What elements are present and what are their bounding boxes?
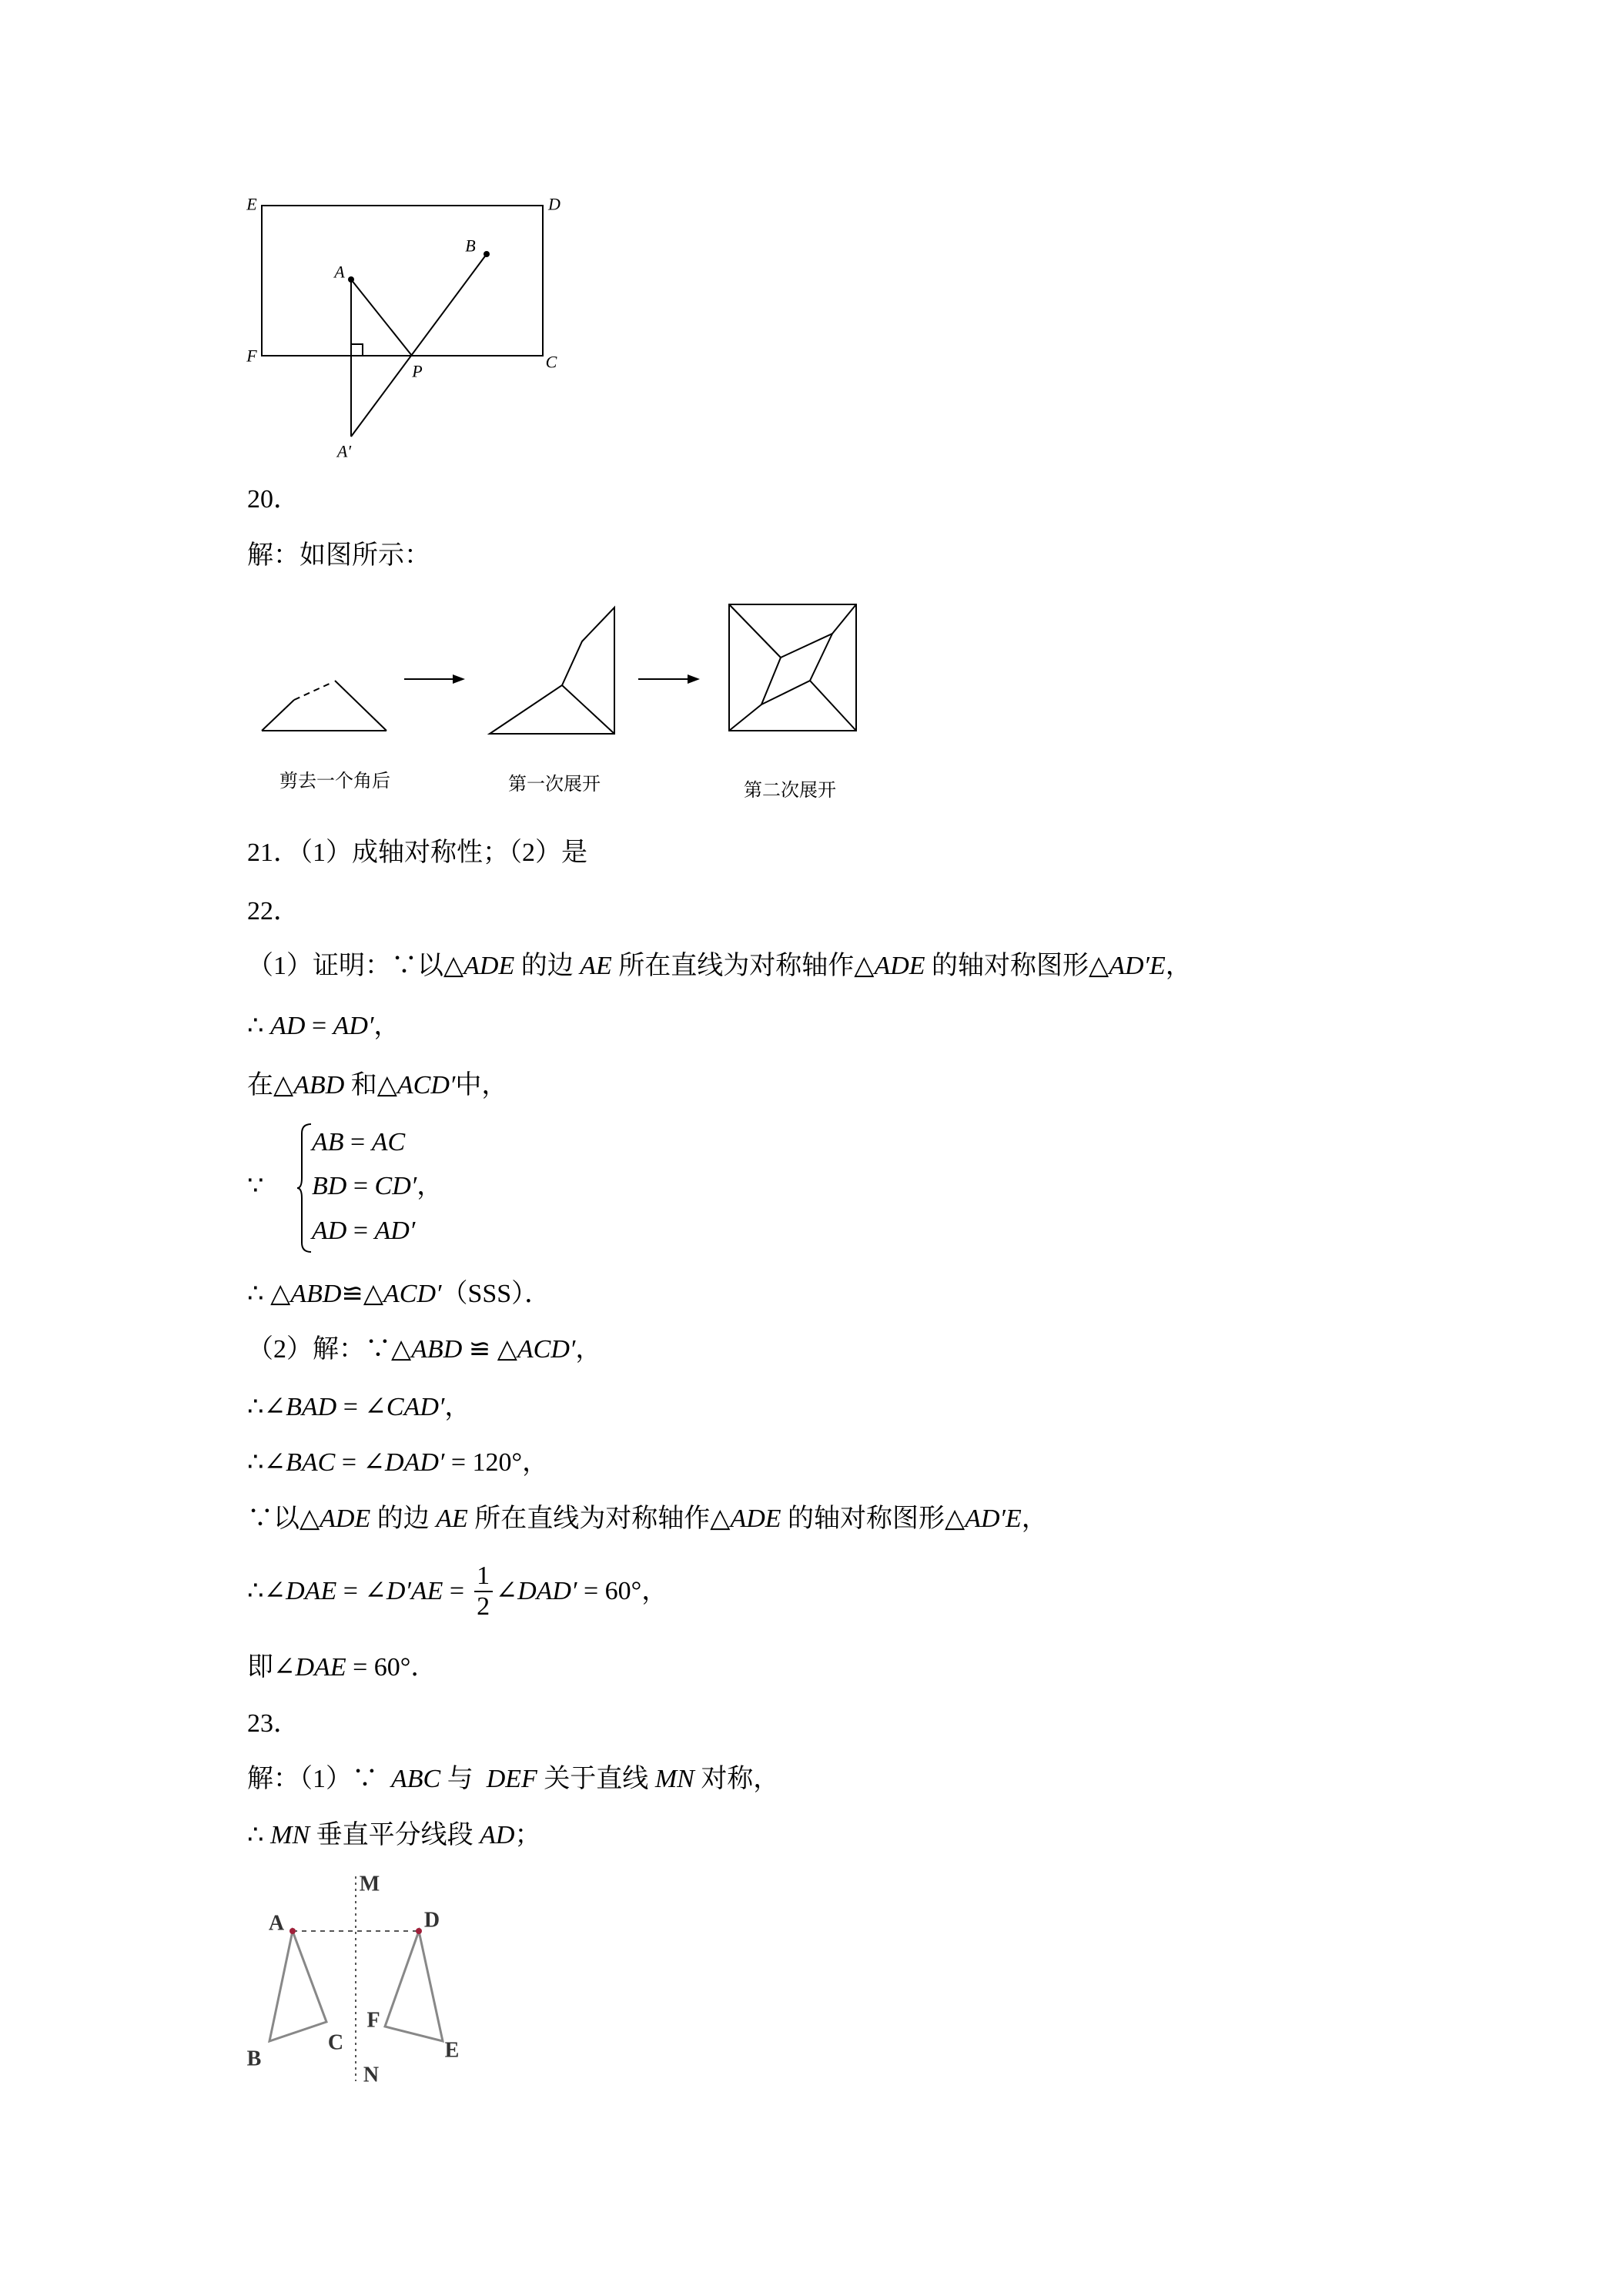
text-segment: AC [371,1128,406,1156]
text-segment: ∴∠ [247,1577,286,1605]
q22-line-4 [247,1278,550,1310]
text-segment: 的轴对称图形△ [781,1504,965,1533]
label-b: B [246,2047,262,2071]
text-segment: ≌ △ [462,1335,517,1364]
q23-line-2 [247,1819,540,1852]
q22-line-8 [247,1503,1048,1535]
text-segment: = [346,1172,375,1200]
caption-step1: 剪去一个角后 [279,770,390,792]
text-segment: ， [575,1335,602,1364]
label-m: M [359,1872,380,1896]
text-segment: AD′ [374,1217,416,1245]
label-f: F [366,2008,380,2033]
text-segment: AE [580,952,612,980]
q22-line-5 [247,1334,601,1366]
label-c: C [545,352,557,372]
text-segment: AD′E [1109,952,1166,980]
label-d: D [423,1908,440,1933]
text-segment: 的边 [370,1504,437,1533]
q22-number: 22． [247,897,300,925]
cut-triangle [262,681,387,731]
label-a: A [268,1911,285,1936]
text-segment: ∵以△ [247,1504,320,1533]
text-segment: = [343,1128,372,1156]
text-segment: ADE [463,952,515,980]
figure-paper-folding [246,593,878,816]
text-segment: ACD′ [517,1335,576,1364]
caption-step2: 第一次展开 [508,773,601,795]
text-segment: ， [444,1393,471,1421]
text-segment: CAD′ [386,1393,445,1421]
figure-symmetric-triangles [239,1863,470,2094]
text-segment: AD′ [333,1012,374,1040]
label-a: A [334,262,345,282]
text-segment: = ∠ [335,1448,386,1477]
text-segment: = [305,1012,333,1040]
fraction-numerator: 1 [477,1561,490,1590]
caption-step3: 第二次展开 [744,779,836,801]
point-a [289,1928,296,1934]
text-segment: = 60°， [577,1577,668,1605]
text-segment: ， [1021,1504,1048,1533]
text-segment: DAE [295,1653,346,1682]
label-c: C [327,2030,344,2055]
q22-system-eq-3 [312,1215,415,1247]
text-segment: ABD [290,1280,342,1308]
text-segment: D′AE [386,1577,443,1605]
text-segment: ， [1165,952,1192,980]
label-b: B [465,236,476,256]
arrow-right-icon [404,674,465,684]
text-segment: CD′ [374,1172,417,1200]
text-segment: 对称， [694,1765,780,1793]
text-segment: ∴ [247,1821,271,1849]
text-segment: ； [514,1821,541,1849]
q22-system-eq-2 [312,1170,443,1203]
text-segment: AB [312,1128,344,1156]
second-unfold-shape [729,604,856,731]
label-f: F [246,346,257,366]
text-segment: 解：（1）∵ [247,1765,391,1793]
text-segment: 与 [440,1765,487,1793]
text-segment: ABD [293,1071,345,1099]
rectangle-edcf [262,206,543,356]
text-segment: 的边 [514,952,581,980]
text-segment: AD [270,1012,306,1040]
q22-system-eq-1 [312,1126,405,1159]
text-segment: ∴∠ [247,1393,286,1421]
text-segment: ， [417,1172,443,1200]
point-a [348,276,354,283]
text-segment: ABC [391,1765,441,1793]
text-segment: = 60°． [346,1653,437,1682]
text-segment: 即∠ [247,1653,296,1682]
text-segment: ， [373,1012,400,1040]
text-segment: （SSS）． [441,1280,551,1308]
text-segment: 所在直线为对称轴作△ [467,1504,731,1533]
text-segment: ADE [874,952,925,980]
q22-since-symbol: ∵ [247,1172,264,1200]
text-segment: = ∠ [336,1577,387,1605]
point-d [416,1928,422,1934]
text-segment: = ∠ [336,1393,387,1421]
text-segment: 所在直线为对称轴作△ [611,952,875,980]
text-segment: ∴ [247,1012,271,1040]
text-segment: ACD′ [383,1280,442,1308]
label-d: D [548,194,561,214]
text-segment: DAD′ [517,1577,577,1605]
q22-line-6 [247,1391,470,1424]
q22-line-10 [247,1652,437,1684]
fraction-denominator: 2 [477,1592,490,1621]
q23-line-1 [247,1763,779,1796]
label-e: E [444,2038,460,2063]
text-segment: ≌△ [341,1280,384,1308]
text-segment: MN [270,1821,310,1849]
text-segment: ADE [320,1504,371,1533]
text-segment: BAD [286,1393,337,1421]
q22-line-2 [247,1010,400,1043]
text-segment: MN [654,1765,694,1793]
q23-number: 23． [247,1709,300,1738]
text-segment: = [346,1217,375,1245]
segment-b-a-prime [351,254,487,437]
text-segment: DEF [486,1765,537,1793]
q20-number: 20． [247,485,300,514]
text-segment: AE [436,1504,468,1533]
text-segment: AD [480,1821,515,1849]
text-segment: ADE [730,1504,781,1533]
q21-answer: 21．（1）成轴对称性；（2）是 [247,838,587,867]
q22-line-1 [247,950,1192,982]
label-a-prime: A′ [336,441,352,461]
text-segment: = [443,1577,471,1605]
text-segment: AD [312,1217,347,1245]
text-segment: ∠ [495,1577,518,1605]
q20-intro: 解：如图所示： [247,541,430,570]
text-segment: DAD′ [385,1448,445,1477]
triangle-def [385,1931,443,2041]
text-segment: 的轴对称图形△ [925,952,1109,980]
text-segment: BAC [286,1448,336,1477]
text-segment: 关于直线 [537,1765,655,1793]
text-segment: ABD [411,1335,463,1364]
label-p: P [412,361,423,381]
label-n: N [363,2063,380,2087]
text-segment: ACD′ [397,1071,456,1099]
point-b [484,251,490,257]
triangle-abc [269,1931,326,2041]
text-segment: 中， [455,1071,508,1099]
figure-rectangle-reflection [239,185,570,470]
q22-line-9 [247,1553,668,1630]
q22-line-7 [247,1447,548,1479]
first-unfold-shape [490,607,614,734]
text-segment: ∴∠ [247,1448,286,1477]
right-angle-mark [351,344,363,356]
text-segment: （1）证明：∵以△ [247,952,464,980]
text-segment: = 120°， [444,1448,549,1477]
text-segment: AD′E [965,1504,1022,1533]
q22-line-3 [247,1069,507,1102]
text-segment: BD [312,1172,347,1200]
text-segment: DAE [286,1577,337,1605]
text-segment: ∴ △ [247,1280,291,1308]
label-e: E [246,194,257,214]
arrow-right-icon [638,674,700,684]
fraction-one-half [474,1561,493,1622]
text-segment: （2）解：∵△ [247,1335,412,1364]
text-segment: 和△ [344,1071,397,1099]
text-segment: 垂直平分线段 [310,1821,480,1849]
text-segment: 在△ [247,1071,294,1099]
